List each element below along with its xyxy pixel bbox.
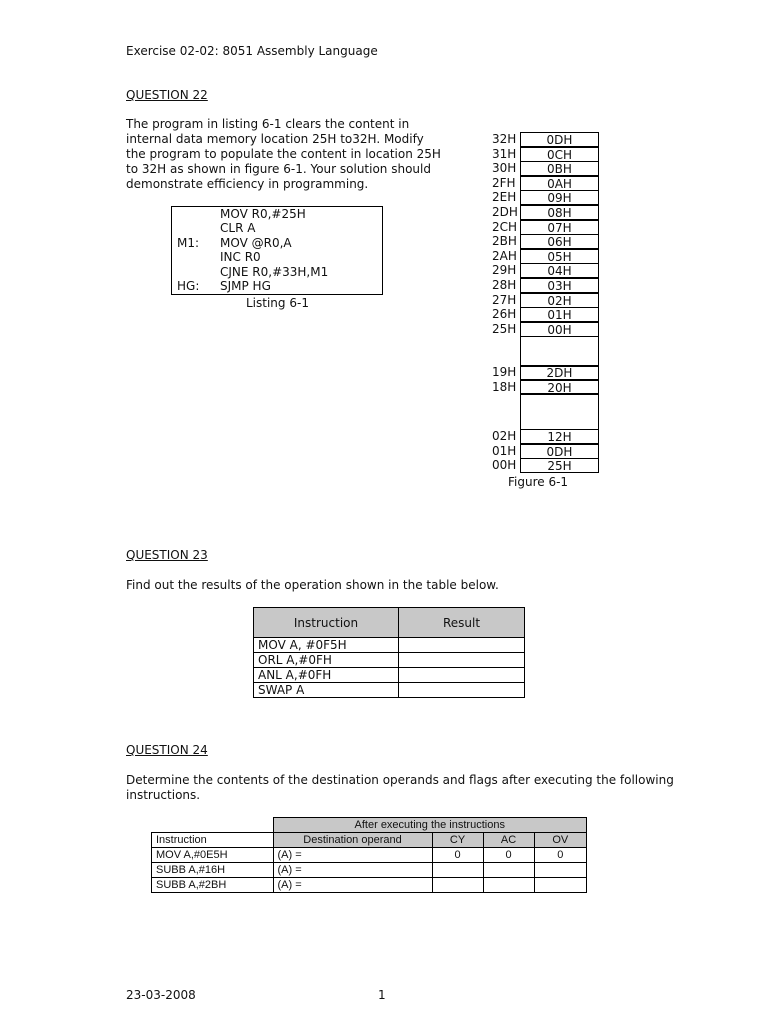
- q24-text-line: instructions.: [126, 788, 201, 802]
- memory-address: 31H: [492, 147, 517, 161]
- memory-address: 02H: [492, 429, 517, 443]
- table-row: [152, 878, 587, 893]
- listing-6-1-box: [171, 206, 383, 295]
- instruction-cell: SUBB A,#16H: [152, 863, 274, 878]
- ac-cell: [483, 878, 534, 893]
- q22-text-line: The program in listing 6-1 clears the content in: [126, 117, 410, 131]
- result-cell: [399, 653, 525, 668]
- memory-address: 32H: [492, 132, 517, 146]
- table-header-cell: Destination operand: [273, 833, 432, 848]
- listing-code: CLR A: [220, 221, 256, 235]
- memory-address: 30H: [492, 161, 517, 175]
- memory-value-cell: 08H: [520, 205, 599, 220]
- question-24-table: [151, 817, 587, 893]
- memory-value-cell: 0DH: [520, 444, 599, 459]
- listing-line: [172, 221, 382, 236]
- question-22-text: [126, 117, 441, 192]
- memory-value-cell: 04H: [520, 263, 599, 278]
- instruction-cell: ANL A,#0FH: [254, 668, 399, 683]
- listing-code: MOV @R0,A: [220, 236, 292, 250]
- result-cell: [399, 668, 525, 683]
- memory-value-cell: 00H: [520, 322, 599, 337]
- memory-gap-cell: [520, 393, 599, 430]
- memory-value-cell: 2DH: [520, 365, 599, 380]
- memory-value-cell: 12H: [520, 429, 599, 444]
- question-23-text: Find out the results of the operation shown in the table below.: [126, 578, 499, 592]
- memory-value-cell: 02H: [520, 293, 599, 308]
- listing-line: [172, 207, 382, 222]
- memory-value-cell: 0CH: [520, 147, 599, 162]
- memory-address: 25H: [492, 322, 517, 336]
- memory-address: 01H: [492, 444, 517, 458]
- question-24-title: QUESTION 24: [126, 743, 208, 757]
- result-cell: [399, 683, 525, 698]
- memory-address: 2AH: [492, 249, 517, 263]
- memory-address: 2FH: [492, 176, 516, 190]
- listing-code: CJNE R0,#33H,M1: [220, 265, 329, 279]
- memory-address: 26H: [492, 307, 517, 321]
- memory-value-cell: 25H: [520, 458, 599, 473]
- table-row: [254, 653, 525, 668]
- listing-caption: Listing 6-1: [246, 296, 309, 310]
- ov-cell: 0: [534, 848, 586, 863]
- destination-cell: (A) =: [273, 848, 432, 863]
- footer-date: 23-03-2008: [126, 988, 196, 1002]
- table-header-cell: AC: [483, 833, 534, 848]
- question-23-title: QUESTION 23: [126, 548, 208, 562]
- table-header-row: [254, 608, 525, 638]
- memory-address: 28H: [492, 278, 517, 292]
- table-corner-cell: [152, 818, 274, 833]
- table-row: [254, 683, 525, 698]
- table-header-cell: Instruction: [152, 833, 274, 848]
- listing-code: MOV R0,#25H: [220, 207, 306, 221]
- instruction-cell: ORL A,#0FH: [254, 653, 399, 668]
- memory-address: 27H: [492, 293, 517, 307]
- listing-code: SJMP HG: [220, 279, 271, 293]
- figure-caption: Figure 6-1: [508, 475, 569, 489]
- table-row: [254, 668, 525, 683]
- memory-value-cell: 07H: [520, 220, 599, 235]
- document-header: Exercise 02-02: 8051 Assembly Language: [126, 44, 378, 58]
- q22-text-line: to 32H as shown in figure 6-1. Your solution should: [126, 162, 431, 176]
- listing-line: [172, 250, 382, 265]
- cy-cell: 0: [432, 848, 483, 863]
- footer-page-number: 1: [378, 988, 386, 1002]
- table-header-cell: CY: [432, 833, 483, 848]
- group-header-cell: After executing the instructions: [273, 818, 587, 833]
- question-24-text: [126, 773, 674, 803]
- listing-line: [172, 236, 382, 251]
- q22-text-line: demonstrate efficiency in programming.: [126, 177, 369, 191]
- memory-value-cell: 03H: [520, 278, 599, 293]
- question-23-table: [253, 607, 525, 698]
- listing-label: HG:: [177, 279, 200, 293]
- instruction-cell: SWAP A: [254, 683, 399, 698]
- listing-line: [172, 279, 382, 294]
- memory-value-cell: 05H: [520, 249, 599, 264]
- ac-cell: [483, 863, 534, 878]
- destination-cell: (A) =: [273, 878, 432, 893]
- memory-address: 19H: [492, 365, 517, 379]
- instruction-cell: SUBB A,#2BH: [152, 878, 274, 893]
- instruction-cell: MOV A, #0F5H: [254, 638, 399, 653]
- result-cell: [399, 638, 525, 653]
- table-row: [254, 638, 525, 653]
- q22-text-line: internal data memory location 25H to32H. Modify: [126, 132, 424, 146]
- memory-value-cell: 01H: [520, 307, 599, 322]
- listing-line: [172, 265, 382, 280]
- memory-value-cell: 0BH: [520, 161, 599, 176]
- table-header-cell: OV: [534, 833, 586, 848]
- table-header-row: [152, 818, 587, 833]
- memory-gap-cell: [520, 336, 599, 367]
- listing-code: INC R0: [220, 250, 261, 264]
- memory-value-cell: 20H: [520, 380, 599, 395]
- memory-address: 18H: [492, 380, 517, 394]
- ov-cell: [534, 863, 586, 878]
- memory-address: 00H: [492, 458, 517, 472]
- memory-value-cell: 0AH: [520, 176, 599, 191]
- table-row: [152, 848, 587, 863]
- table-header-row: [152, 833, 587, 848]
- memory-value-cell: 09H: [520, 190, 599, 205]
- table-header-cell: Instruction: [254, 608, 399, 638]
- ov-cell: [534, 878, 586, 893]
- destination-cell: (A) =: [273, 863, 432, 878]
- table-row: [152, 863, 587, 878]
- table-header-cell: Result: [399, 608, 525, 638]
- memory-address: 2CH: [492, 220, 518, 234]
- q22-text-line: the program to populate the content in location 25H: [126, 147, 441, 161]
- ac-cell: 0: [483, 848, 534, 863]
- memory-address: 29H: [492, 263, 517, 277]
- memory-address: 2BH: [492, 234, 517, 248]
- memory-address: 2DH: [492, 205, 518, 219]
- q24-text-line: Determine the contents of the destination operands and flags after executing the following: [126, 773, 674, 787]
- memory-value-cell: 06H: [520, 234, 599, 249]
- memory-value-cell: 0DH: [520, 132, 599, 147]
- memory-address: 2EH: [492, 190, 517, 204]
- question-22-title: QUESTION 22: [126, 88, 208, 102]
- cy-cell: [432, 863, 483, 878]
- instruction-cell: MOV A,#0E5H: [152, 848, 274, 863]
- cy-cell: [432, 878, 483, 893]
- listing-label: M1:: [177, 236, 200, 250]
